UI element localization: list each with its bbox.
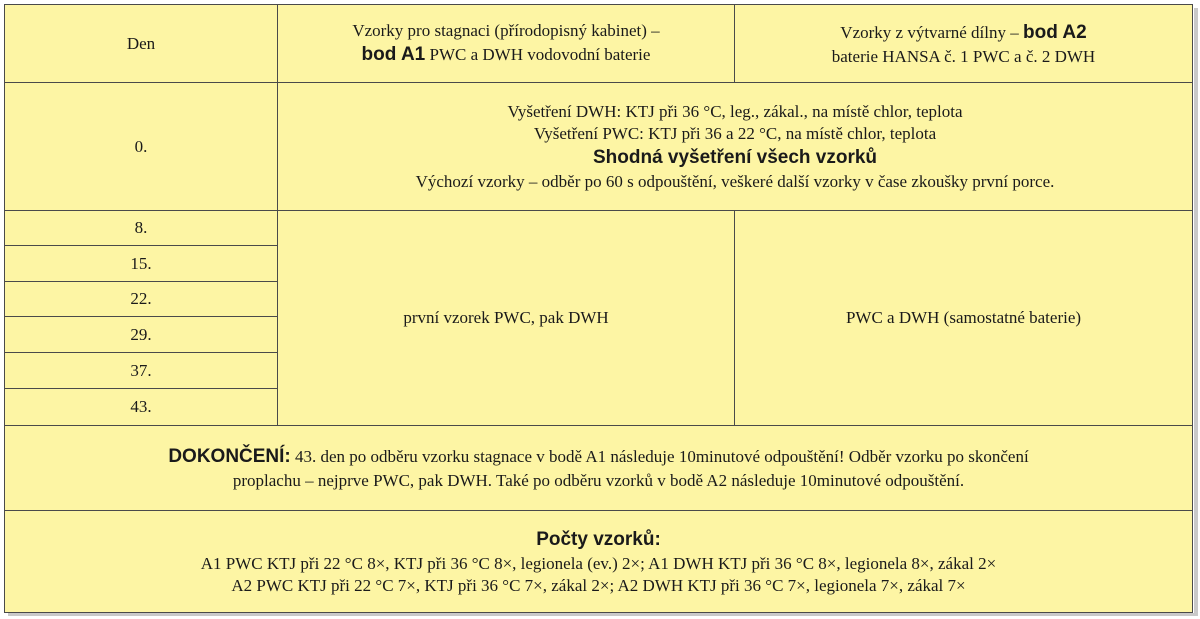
counts-line2: A2 PWC KTJ při 22 °C 7×, KTJ při 36 °C 7×, zákal 2×; A2 DWH KTJ při 36 °C 7×, legionela 7×, zákal 7× bbox=[231, 575, 966, 595]
header-a2 bbox=[735, 5, 1192, 82]
day-label: 8. bbox=[134, 218, 148, 237]
header-a2-bold: bod A2 bbox=[1023, 21, 1087, 43]
day-0-line1: Vyšetření DWH: KTJ při 36 °C, leg., zákal., na místě chlor, teplota bbox=[507, 101, 963, 121]
day-row bbox=[5, 211, 277, 245]
table-shadow-right bbox=[1194, 8, 1198, 615]
counts-line1: A1 PWC KTJ při 22 °C 8×, KTJ při 36 °C 8×, legionela (ev.) 2×; A1 DWH KTJ při 36 °C 8×, legionela 8×, zákal 2× bbox=[200, 553, 997, 573]
sampling-table bbox=[4, 4, 1193, 613]
day-row bbox=[5, 246, 277, 281]
day-label: 15. bbox=[130, 253, 152, 273]
header-a1-line1: Vzorky pro stagnaci (přírodopisný kabinet) – bbox=[352, 20, 660, 40]
day-label: 0. bbox=[134, 136, 148, 156]
day-label: 22. bbox=[130, 289, 152, 308]
day-0-line3: Shodná vyšetření všech vzorků bbox=[592, 146, 878, 168]
day-0-line4: Výchozí vzorky – odběr po 60 s odpouštění, veškeré další vzorky v čase zkoušky první porce. bbox=[415, 171, 1055, 191]
day-label: 29. bbox=[130, 324, 152, 344]
a2-repeat-text: PWC a DWH (samostatné baterie) bbox=[845, 308, 1082, 327]
day-0-cell bbox=[5, 83, 277, 210]
day-row bbox=[5, 282, 277, 316]
sample-counts bbox=[5, 511, 1192, 612]
day-row bbox=[5, 389, 277, 425]
header-a2-line1: Vzorky z výtvarné dílny – bbox=[840, 22, 1023, 42]
counts-title: Počty vzorků: bbox=[536, 528, 661, 550]
day-row bbox=[5, 353, 277, 388]
header-day-label: Den bbox=[126, 33, 156, 53]
completion-text2: proplachu – nejprve PWC, pak DWH. Také po odběru vzorků v bodě A2 následuje 10minutové odpouštění. bbox=[232, 471, 965, 490]
header-day bbox=[5, 5, 277, 82]
day-0-line2: Vyšetření PWC: KTJ při 36 a 22 °C, na místě chlor, teplota bbox=[533, 123, 937, 143]
day-0-description bbox=[278, 83, 1192, 210]
day-label: 43. bbox=[130, 397, 152, 416]
day-row bbox=[5, 317, 277, 352]
a1-repeat-text: první vzorek PWC, pak DWH bbox=[403, 308, 609, 327]
day-label: 37. bbox=[130, 360, 152, 380]
completion-text1: 43. den po odběru vzorku stagnace v bodě A1 následuje 10minutové odpouštění! Odběr vzorku po skončení bbox=[290, 447, 1029, 466]
table-shadow-bottom bbox=[8, 613, 1198, 616]
header-a1-bold: bod A1 bbox=[361, 43, 426, 65]
header-a1 bbox=[278, 5, 734, 82]
header-a1-rest: PWC a DWH vodovodní baterie bbox=[425, 44, 651, 64]
a2-repeat-cell bbox=[735, 211, 1192, 425]
completion-label: DOKONČENÍ: bbox=[168, 446, 291, 467]
a1-repeat-cell bbox=[278, 211, 734, 425]
completion-note bbox=[5, 426, 1192, 510]
header-a2-line2: baterie HANSA č. 1 PWC a č. 2 DWH bbox=[831, 46, 1096, 66]
